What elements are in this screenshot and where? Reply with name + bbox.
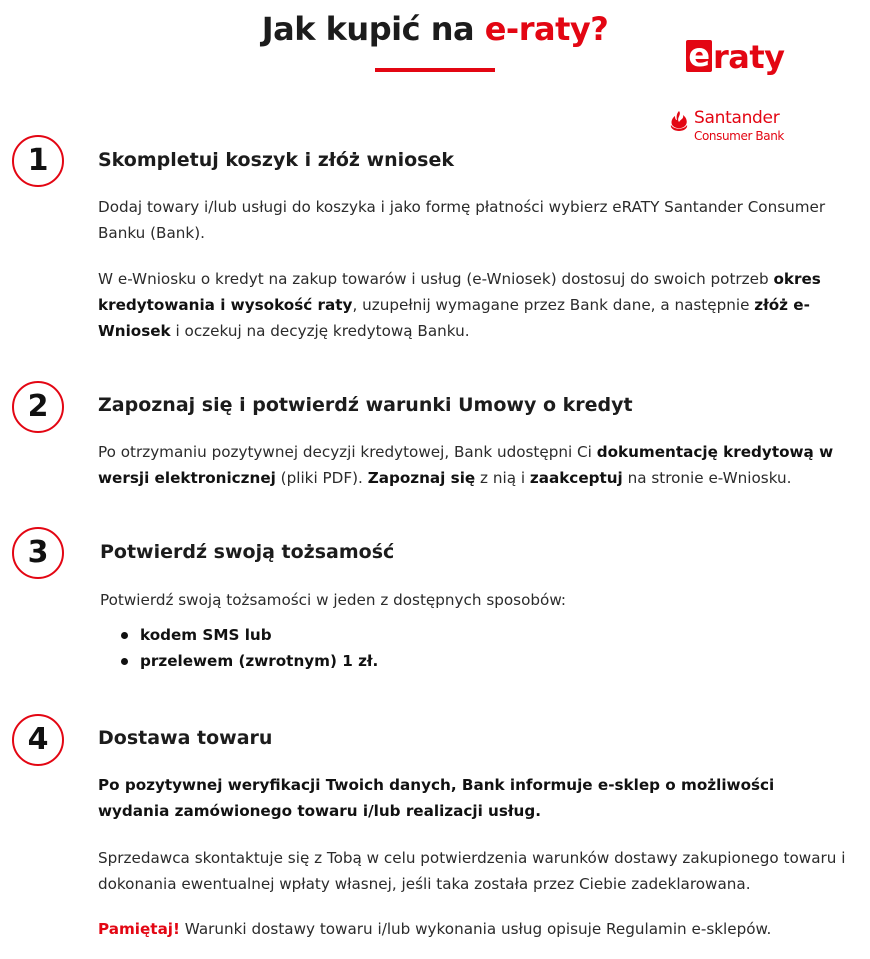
santander-brand: Santander — [694, 108, 780, 128]
step-3-paragraph-1: Potwierdź swoją tożsamości w jeden z dostępnych sposobów: — [100, 591, 567, 609]
step-4-paragraph-1: Po pozytywnej weryfikacji Twoich danych, Bank informuje e-sklep o możliwości wydania zamówionego towaru i/lub realizacji usług. — [98, 776, 775, 820]
santander-flame-icon — [668, 110, 690, 132]
eraty-logo — [686, 38, 785, 76]
step-2-number: 2 — [12, 381, 64, 433]
santander-logo — [668, 108, 788, 148]
step-1-paragraph-1: Dodaj towary i/lub usługi do koszyka i jako formę płatności wybierz eRATY Santander Consumer Banku (Bank). — [98, 198, 826, 242]
step-4-number: 4 — [12, 714, 64, 766]
step-2-title: Zapoznaj się i potwierdź warunki Umowy o kredyt — [98, 394, 633, 416]
step-4-note — [98, 916, 858, 942]
step-3-number: 3 — [12, 527, 64, 579]
step-1-paragraph-2: W e-Wniosku o kredyt na zakup towarów i usług (e-Wniosek) dostosuj do swoich potrzeb okres kredytowania i wysokość raty, uzupełnij wymagane przez Bank dane, a następnie złóż e-Wniosek i oczekuj na decyzję kredytową Banku. — [98, 270, 821, 340]
title-underline — [375, 68, 495, 72]
identity-methods-list — [118, 622, 378, 674]
santander-sub: Consumer Bank — [694, 129, 784, 143]
page-title-main: Jak kupić na — [261, 10, 485, 48]
note-text: Warunki dostawy towaru i/lub wykonania usług opisuje Regulamin e-sklepów. — [179, 920, 772, 938]
remember-label: Pamiętaj! — [98, 920, 180, 938]
list-item: kodem SMS lub — [118, 622, 378, 648]
step-1-title: Skompletuj koszyk i złóż wniosek — [98, 149, 455, 171]
step-4-title: Dostawa towaru — [98, 727, 273, 749]
page-title-accent: e-raty? — [484, 10, 609, 48]
step-2-paragraph-1: Po otrzymaniu pozytywnej decyzji kredytowej, Bank udostępni Ci dokumentację kredytową w wersji elektronicznej (pliki PDF). Zapoznaj się z nią i zaakceptuj na stronie e-Wniosku. — [98, 443, 834, 487]
step-1-number: 1 — [12, 135, 64, 187]
list-item: przelewem (zwrotnym) 1 zł. — [118, 648, 378, 674]
step-3-title: Potwierdź swoją tożsamość — [100, 541, 395, 563]
eraty-logo-text: raty — [713, 38, 785, 76]
eraty-logo-box: e — [686, 40, 712, 72]
step-4-paragraph-2: Sprzedawca skontaktuje się z Tobą w celu potwierdzenia warunków dostawy zakupionego towaru i dokonania ewentualnej wpłaty własnej, jeśli taka została przez Ciebie zadeklarowana. — [98, 849, 846, 893]
